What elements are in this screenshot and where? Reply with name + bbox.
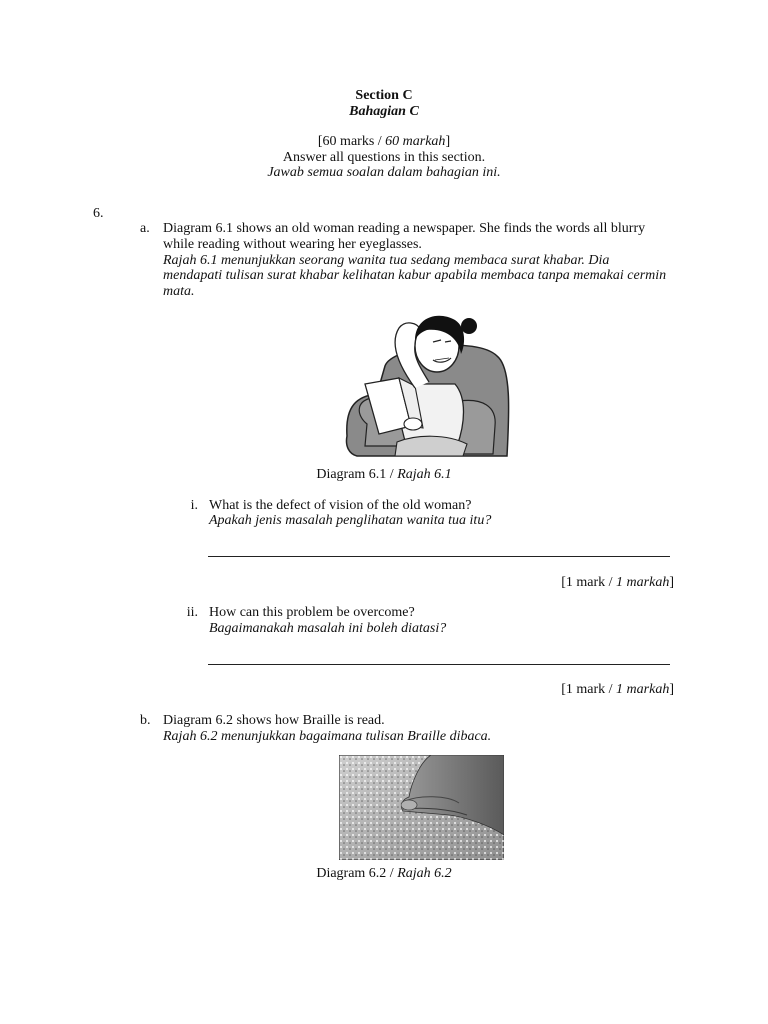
sub-ii-text-en: How can this problem be overcome? <box>209 605 415 620</box>
caption-6-1-ms: Rajah 6.1 <box>397 467 452 482</box>
sub-ii-mark-open: [1 mark / <box>561 682 617 697</box>
sub-i-label: i. <box>190 498 198 513</box>
sub-i-mark-open: [1 mark / <box>561 575 617 590</box>
sub-ii-mark-close: ] <box>669 682 674 697</box>
part-a-text-ms-3: mata. <box>163 284 195 299</box>
caption-6-2-en: Diagram 6.2 / <box>316 866 398 881</box>
answer-line-ii[interactable] <box>208 664 670 665</box>
answer-line-i[interactable] <box>208 556 670 557</box>
marks-en: [60 marks / <box>317 134 386 149</box>
part-b-text-en: Diagram 6.2 shows how Braille is read. <box>163 713 385 728</box>
instruction-en: Answer all questions in this section. <box>282 150 486 165</box>
sub-i-text-ms: Apakah jenis masalah penglihatan wanita tua itu? <box>209 513 492 528</box>
sub-ii-mark-ms: 1 markah <box>616 682 670 697</box>
section-title: Section C <box>355 88 413 103</box>
marks-total <box>0 134 768 150</box>
sub-i-mark-close: ] <box>669 575 674 590</box>
marks-close: ] <box>445 134 451 149</box>
sub-ii-marks <box>400 682 674 698</box>
part-b-text-ms: Rajah 6.2 menunjukkan bagaimana tulisan Braille dibaca. <box>163 729 492 744</box>
sub-ii-text-ms: Bagaimanakah masalah ini boleh diatasi? <box>209 621 447 636</box>
part-a-text-en-1: Diagram 6.1 shows an old woman reading a newspaper. She finds the words all blurry <box>163 221 646 236</box>
sub-i-mark-ms: 1 markah <box>616 575 670 590</box>
section-title-ms: Bahagian C <box>349 104 419 119</box>
old-woman-reading-illustration <box>337 306 517 458</box>
sub-i-text-en: What is the defect of vision of the old woman? <box>209 498 472 513</box>
marks-ms: 60 markah <box>385 134 446 149</box>
sub-i-marks <box>400 575 674 591</box>
sub-ii-label: ii. <box>186 605 198 620</box>
instruction-ms: Jawab semua soalan dalam bahagian ini. <box>267 165 501 180</box>
part-b-label: b. <box>140 713 151 728</box>
part-a-label: a. <box>140 221 150 236</box>
diagram-6-2-caption <box>0 866 768 882</box>
part-a-text-ms-1: Rajah 6.1 menunjukkan seorang wanita tua sedang membaca surat khabar. Dia <box>163 253 610 268</box>
part-a-text-ms-2: mendapati tulisan surat khabar kelihatan kabur apabila membaca tanpa memakai cermin <box>163 268 667 283</box>
diagram-6-1-caption <box>0 467 768 483</box>
caption-6-2-ms: Rajah 6.2 <box>397 866 452 881</box>
question-number: 6. <box>93 206 104 221</box>
caption-6-1-en: Diagram 6.1 / <box>316 467 398 482</box>
part-a-text-en-2: while reading without wearing her eyeglasses. <box>163 237 422 252</box>
braille-reading-photo <box>339 755 504 860</box>
